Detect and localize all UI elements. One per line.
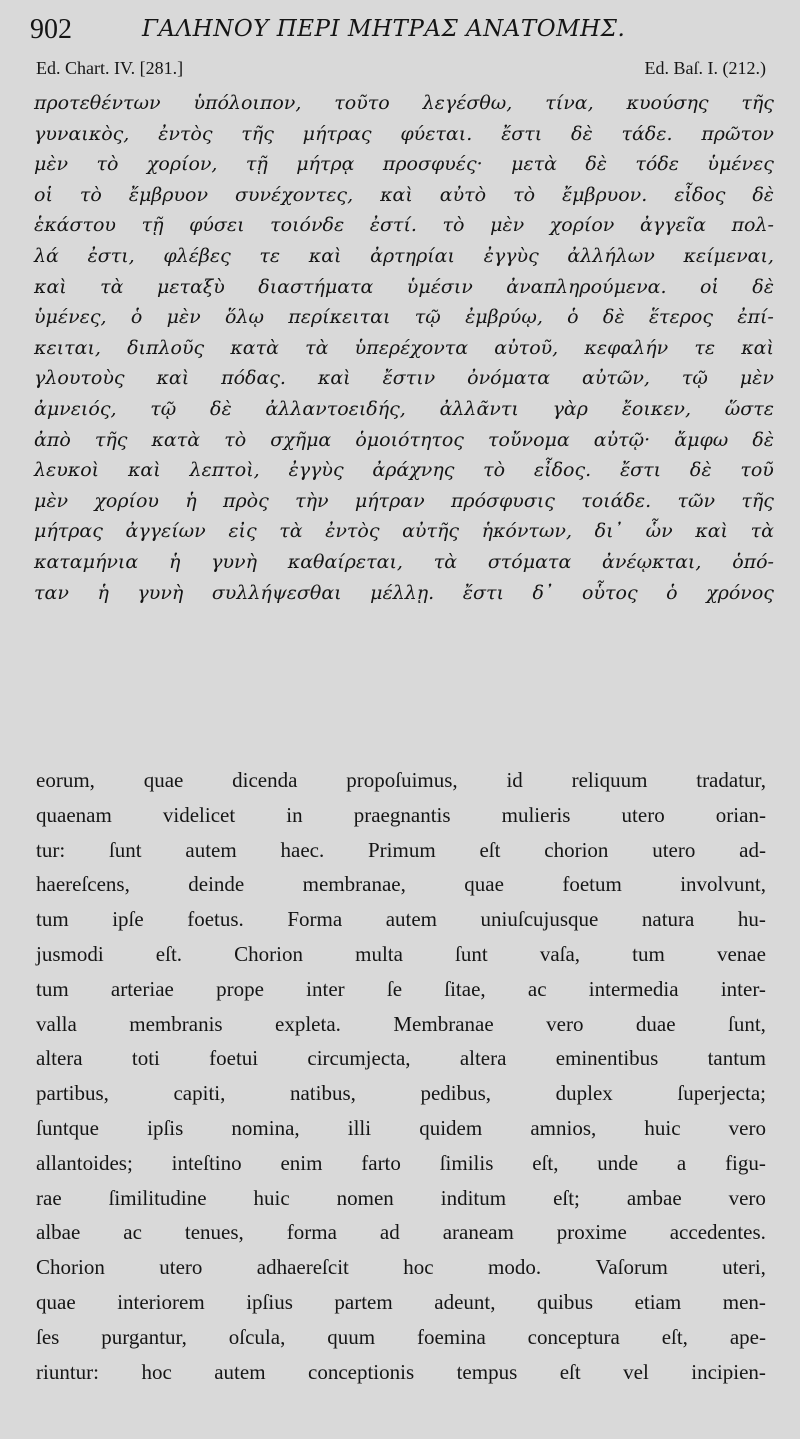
greek-text-line: ὑμένες, ὁ μὲν ὅλῳ περίκειται τῷ ἐμβρύῳ, ὁ δὲ ἕτερος ἐπί- [34, 306, 774, 329]
latin-text-line: tum ipſe foetus. Forma autem uniuſcujusque natura hu- [36, 907, 766, 932]
greek-text-line: προτεθέντων ὑπόλοιπον, τοῦτο λεγέσθω, τίνα, κυούσης τῆς [34, 92, 774, 114]
latin-text-line: Chorion utero adhaereſcit hoc modo. Vaſorum uteri, [36, 1255, 766, 1280]
latin-text-line: quaenam videlicet in praegnantis mulieris utero orian- [36, 802, 766, 827]
edition-left: Ed. Chart. IV. [281.] [36, 58, 184, 78]
page-header [30, 10, 790, 50]
latin-text-line: albae ac tenues, forma ad araneam proxime accedentes. [36, 1220, 766, 1245]
greek-text-line: μήτρας ἀγγείων εἰς τὰ ἐντὸς αὐτῆς ἡκόντων, δι᾽ ὧν καὶ τὰ [34, 520, 774, 543]
greek-text-line: μὲν τὸ χορίον, τῇ μήτρᾳ προσφυές· μετὰ δὲ τόδε ὑμένες [34, 153, 774, 176]
latin-text-line: eorum, quae dicenda propoſuimus, id reliquum tradatur, [36, 768, 766, 792]
latin-text-line: partibus, capiti, natibus, pedibus, duplex ſuperjecta; [36, 1081, 766, 1106]
greek-text-line: οἱ τὸ ἔμβρυον συνέχοντες, καὶ αὐτὸ τὸ ἔμβρυον. εἶδος δὲ [34, 183, 774, 206]
greek-text-line: γυναικὸς, ἐντὸς τῆς μήτρας φύεται. ἔστι δὲ τάδε. πρῶτον [34, 122, 774, 145]
latin-text-line: ſuntque ipſis nomina, illi quidem amnios, huic vero [36, 1115, 766, 1140]
edition-references [36, 58, 766, 86]
latin-text-line: allantoides; inteſtino enim farto ſimilis eſt, unde a figu- [36, 1150, 766, 1175]
greek-text-line: ταν ἡ γυνὴ συλλήψεσθαι μέλλῃ. ἔστι δ᾽ οὗτος ὁ χρόνος [34, 581, 774, 604]
greek-text-line: γλουτοὺς καὶ πόδας. καὶ ἔστιν ὀνόματα αὐτῶν, τῷ μὲν [34, 367, 774, 390]
greek-text-line: ἀμνειός, τῷ δὲ ἀλλαντοειδής, ἀλλᾶντι γὰρ ἔοικεν, ὥστε [34, 397, 774, 420]
greek-text-line: λευκοὶ καὶ λεπτοὶ, ἐγγὺς ἀράχνης τὸ εἶδος. ἔστι δὲ τοῦ [34, 459, 774, 482]
latin-text-line: riuntur: hoc autem conceptionis tempus eſt vel incipien- [36, 1359, 766, 1384]
greek-text-block [34, 88, 774, 608]
greek-text-line: καταμήνια ἡ γυνὴ καθαίρεται, τὰ στόματα ἀνέῳκται, ὁπό- [34, 550, 774, 573]
latin-text-block [36, 763, 766, 1389]
latin-text-line: altera toti foetui circumjecta, altera eminentibus tantum [36, 1046, 766, 1071]
page-number: 902 [30, 14, 72, 45]
greek-text-line: κειται, διπλοῦς κατὰ τὰ ὑπερέχοντα αὐτοῦ, κεφαλήν τε καὶ [34, 336, 774, 359]
greek-text-line: λά ἐστι, φλέβες τε καὶ ἀρτηρίαι ἐγγὺς ἀλλήλων κείμεναι, [34, 244, 774, 267]
latin-text-line: valla membranis expleta. Membranae vero duae ſunt, [36, 1011, 766, 1036]
latin-text-line: rae ſimilitudine huic nomen inditum eſt; ambae vero [36, 1185, 766, 1210]
latin-text-line: jusmodi eſt. Chorion multa ſunt vaſa, tum venae [36, 941, 766, 966]
greek-text-line: ἀπὸ τῆς κατὰ τὸ σχῆμα ὁμοιότητος τοὔνομα αὐτῷ· ἄμφω δὲ [34, 428, 774, 451]
latin-text-line: ſes purgantur, oſcula, quum foemina conceptura eſt, ape- [36, 1324, 766, 1349]
latin-text-line: tum arteriae prope inter ſe ſitae, ac intermedia inter- [36, 976, 766, 1001]
greek-text-line: καὶ τὰ μεταξὺ διαστήματα ὑμέσιν ἀναπληρούμενα. οἱ δὲ [34, 275, 774, 298]
edition-right: Ed. Baſ. I. (212.) [644, 58, 766, 78]
latin-text-line: quae interiorem ipſius partem adeunt, quibus etiam men- [36, 1289, 766, 1314]
running-title: ΓΑΛΗΝΟΥ ΠΕΡΙ ΜΗΤΡΑΣ ΑΝΑΤΟΜΗΣ. [142, 16, 626, 42]
greek-text-line: ἑκάστου τῇ φύσει τοιόνδε ἐστί. τὸ μὲν χορίον ἀγγεῖα πολ- [34, 214, 774, 237]
latin-text-line: tur: ſunt autem haec. Primum eſt chorion utero ad- [36, 837, 766, 862]
greek-text-line: μὲν χορίου ἡ πρὸς τὴν μήτραν πρόσφυσις τοιάδε. τῶν τῆς [34, 489, 774, 512]
latin-text-line: haereſcens, deinde membranae, quae foetum involvunt, [36, 872, 766, 897]
